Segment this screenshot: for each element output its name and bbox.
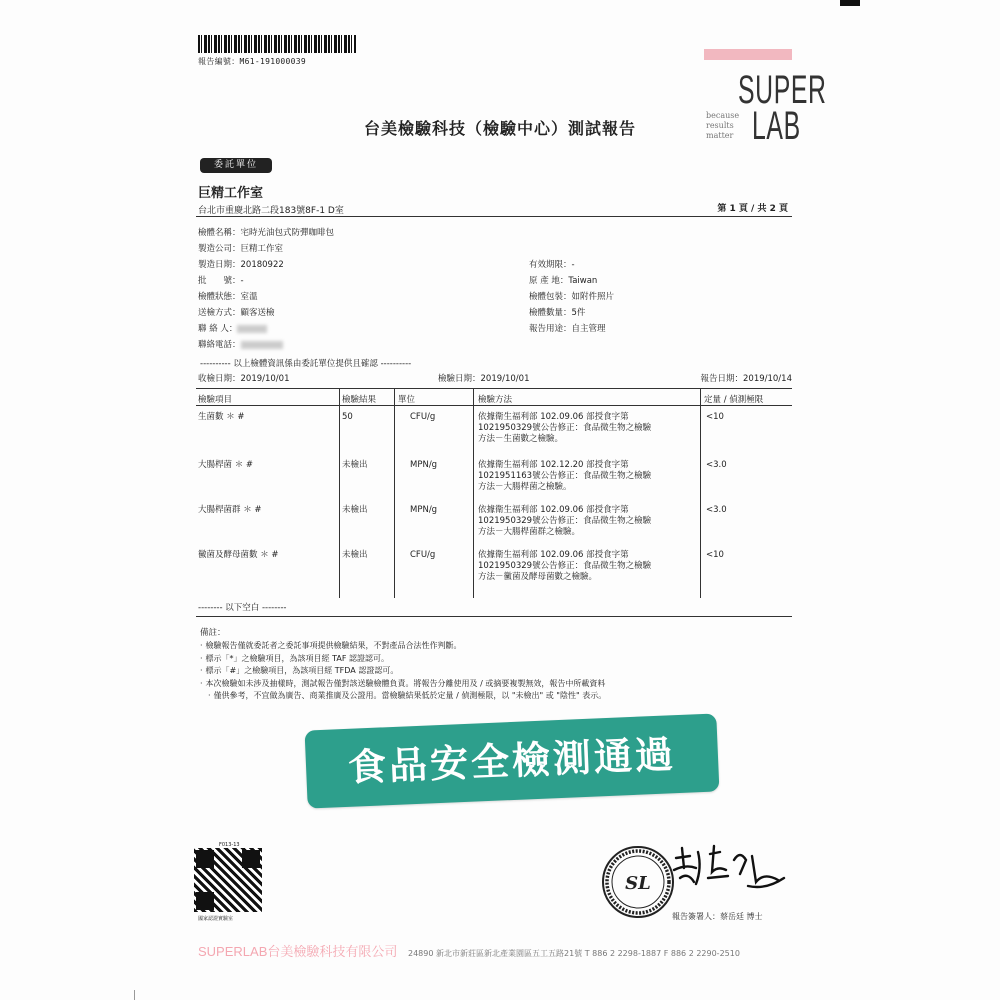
method-line: 依據衛生福利部 102.09.06 部授食字第 <box>478 505 629 515</box>
table-cell-unit: MPN/g <box>410 505 438 515</box>
page-number: 第 1 頁 / 共 2 頁 <box>717 204 788 214</box>
notes-title: 備註： <box>200 628 226 638</box>
table-cell-item: 大腸桿菌群 ＊ # <box>198 505 262 515</box>
table-cell-method <box>478 550 693 583</box>
method-line: 依據衛生福利部 102.09.06 部授食字第 <box>478 412 629 422</box>
column-header-limit: 定量 / 偵測極限 <box>704 395 764 405</box>
field-value: 顧客送檢 <box>240 308 275 318</box>
method-line: 依據衛生福利部 102.12.20 部授食字第 <box>478 460 629 470</box>
sample-field <box>198 338 283 350</box>
sample-field <box>529 306 585 318</box>
logo-accent-bar <box>704 49 792 60</box>
field-key: 檢體名稱： <box>198 228 241 238</box>
column-header-result: 檢驗結果 <box>342 395 377 405</box>
table-cell-item: 大腸桿菌 ＊ # <box>198 460 254 470</box>
field-key: 有效期限： <box>529 260 572 270</box>
logo-tagline-line: results <box>706 121 734 130</box>
table-column-divider <box>473 388 474 598</box>
notes-list <box>200 640 800 703</box>
note-item: ‧ 僅供參考，不宜做為廣告、商業推廣及公證用。當檢驗結果低於定量 / 偵測極限，以 "未檢出" 或 "陰性" 表示。 <box>200 690 800 703</box>
column-header-method: 檢驗方法 <box>478 395 513 405</box>
sample-field <box>198 242 283 254</box>
method-line: 1021950329號公告修正：食品微生物之檢驗 <box>478 516 652 526</box>
qr-label: 國家認證實驗室 <box>198 916 234 922</box>
table-cell-method <box>478 505 693 538</box>
table-cell-unit: CFU/g <box>410 412 436 422</box>
form-code: F013-13 <box>219 842 240 848</box>
table-cell-result: 未檢出 <box>342 505 368 515</box>
confirmation-note: ---------- 以上檢體資訊係由委託單位提供且確認 ---------- <box>200 359 412 369</box>
logo-tagline-line: matter <box>706 131 734 140</box>
table-cell-limit: <3.0 <box>706 505 727 515</box>
column-header-unit: 單位 <box>398 395 416 405</box>
table-cell-result: 未檢出 <box>342 460 368 470</box>
client-name: 巨精工作室 <box>198 186 264 201</box>
sample-field <box>198 290 258 302</box>
logo-super-text: SUPER <box>738 68 827 112</box>
field-value: 如附件照片 <box>571 292 615 302</box>
field-key: 送檢方式： <box>198 308 241 318</box>
sample-field <box>198 322 267 334</box>
field-key: 檢體包裝： <box>529 292 572 302</box>
test-date: 檢驗日期：2019/10/01 <box>438 374 530 384</box>
field-value: 巨精工作室 <box>240 244 284 254</box>
field-value: 宅時光油包式防彈咖啡包 <box>240 228 335 238</box>
divider <box>196 216 792 217</box>
client-address: 台北市重慶北路二段183號8F-1 D室 <box>198 206 344 216</box>
field-value: - <box>240 276 244 286</box>
field-key: 檢體數量： <box>529 308 572 318</box>
method-line: 1021950329號公告修正：食品微生物之檢驗 <box>478 423 652 433</box>
field-value: 自主管理 <box>571 324 606 334</box>
table-cell-limit: <10 <box>706 412 724 422</box>
sample-field <box>529 274 597 286</box>
field-value: 20180922 <box>240 260 284 270</box>
seal-center-text: SL <box>625 873 651 894</box>
date-row <box>198 372 794 384</box>
field-key: 檢體狀態： <box>198 292 241 302</box>
signatory-label: 報告簽署人：蔡岳廷 博士 <box>672 912 763 921</box>
table-cell-result: 未檢出 <box>342 550 368 560</box>
table-cell-limit: <10 <box>706 550 724 560</box>
note-item: ‧ 檢驗報告僅就委託者之委託事項提供檢驗結果，不對產品合法性作判斷。 <box>200 640 800 653</box>
lab-seal-icon <box>601 845 675 919</box>
note-item: ‧ 標示「#」之檢驗項目，為該項目經 TFDA 認證認可。 <box>200 665 800 678</box>
sample-field <box>529 322 606 334</box>
table-header-rule <box>196 405 792 406</box>
table-top-rule <box>196 388 792 389</box>
food-safety-pass-banner: 食品安全檢測通過 <box>305 713 720 808</box>
scan-corner-mark <box>840 0 860 6</box>
field-key: 報告用途： <box>529 324 572 334</box>
footer-address: 24890 新北市新莊區新北產業園區五工五路21號 T 886 2 2298-1887 F 886 2 2290-2510 <box>408 949 740 958</box>
scan-edge-mark <box>134 990 135 1000</box>
table-cell-method <box>478 412 693 445</box>
received-date: 收檢日期：2019/10/01 <box>198 374 290 384</box>
field-key: 聯 絡 人： <box>198 324 238 334</box>
field-value: Taiwan <box>568 276 598 286</box>
method-line: 依據衛生福利部 102.09.06 部授食字第 <box>478 550 629 560</box>
method-line: 方法－生菌數之檢驗。 <box>478 434 564 444</box>
table-cell-unit: MPN/g <box>410 460 438 470</box>
table-column-divider <box>394 388 395 598</box>
table-cell-limit: <3.0 <box>706 460 727 470</box>
footer-brand: SUPERLAB台美檢驗科技有限公司 <box>198 944 398 959</box>
field-key: 製造日期： <box>198 260 241 270</box>
table-cell-item: 生菌數 ＊ # <box>198 412 245 422</box>
redacted-contact <box>237 325 267 333</box>
report-date: 報告日期：2019/10/14 <box>700 374 792 384</box>
qr-code <box>194 848 262 912</box>
method-line: 1021950329號公告修正：食品微生物之檢驗 <box>478 561 652 571</box>
logo-lab-text: LAB <box>752 104 801 148</box>
table-cell-item: 黴菌及酵母菌數 ＊ # <box>198 550 279 560</box>
column-header-item: 檢驗項目 <box>198 395 233 405</box>
table-cell-result: 50 <box>342 412 353 422</box>
sample-field <box>198 258 284 270</box>
end-of-table-note: -------- 以下空白 -------- <box>198 603 287 613</box>
sample-field <box>198 226 334 238</box>
signature-icon <box>668 838 788 898</box>
field-key: 聯絡電話： <box>198 340 241 350</box>
sample-field <box>529 290 614 302</box>
note-item: ‧ 本次檢驗如未涉及抽樣時，測試報告僅對該送驗檢體負責。將報告分離使用及 / 或摘要複製無效，報告中所載資料 <box>200 678 800 691</box>
field-value: 5件 <box>571 308 586 318</box>
method-line: 方法－大腸桿菌之檢驗。 <box>478 482 572 492</box>
report-number: 報告編號：M61-191000039 <box>198 57 307 66</box>
logo-tagline-line: because <box>706 111 740 120</box>
method-line: 方法－黴菌及酵母菌數之檢驗。 <box>478 572 598 582</box>
table-cell-unit: CFU/g <box>410 550 436 560</box>
table-column-divider <box>339 388 340 598</box>
field-value: 室溫 <box>240 292 258 302</box>
method-line: 方法－大腸桿菌群之檢驗。 <box>478 527 581 537</box>
table-cell-method <box>478 460 693 493</box>
method-line: 1021951163號公告修正：食品微生物之檢驗 <box>478 471 652 481</box>
redacted-phone <box>241 341 283 349</box>
notes-top-rule <box>196 616 792 617</box>
field-key: 製造公司： <box>198 244 241 254</box>
barcode <box>198 35 356 53</box>
table-column-divider <box>700 388 701 598</box>
client-badge: 委託單位 <box>200 158 272 173</box>
sample-field <box>198 306 275 318</box>
report-title: 台美檢驗科技（檢驗中心）測試報告 <box>363 119 636 138</box>
note-item: ‧ 標示「*」之檢驗項目，為該項目經 TAF 認證認可。 <box>200 653 800 666</box>
sample-field <box>198 274 244 286</box>
sample-field <box>529 258 575 270</box>
field-key: 批 號： <box>198 276 241 286</box>
field-key: 原 產 地： <box>529 276 569 286</box>
field-value: - <box>571 260 575 270</box>
